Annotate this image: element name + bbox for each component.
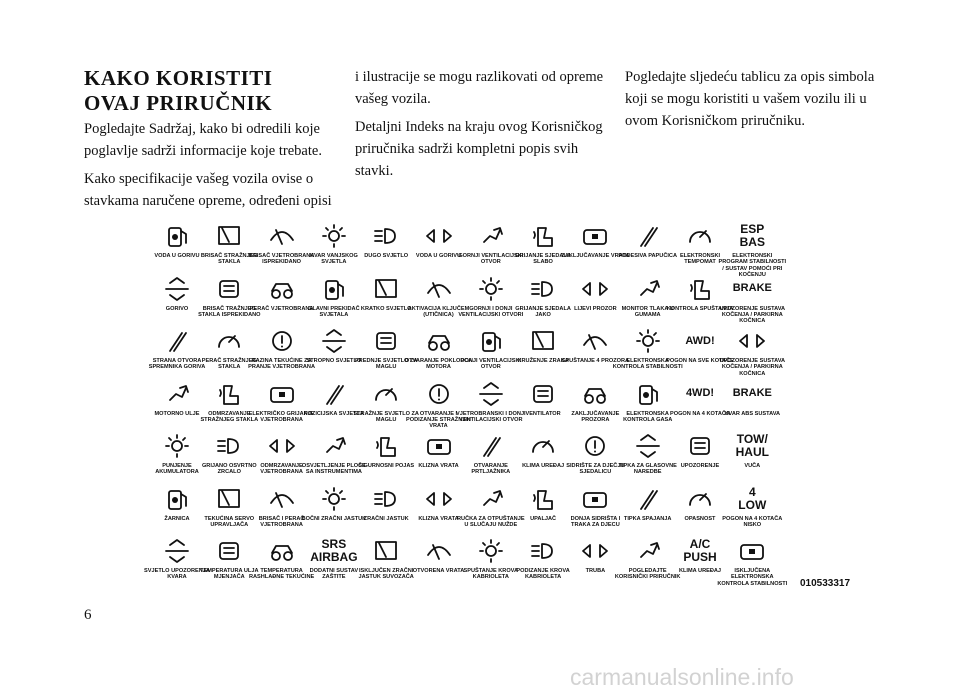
- symbol-cell: [457, 485, 525, 545]
- symbol-label: ELEKTRIČKO GRIJANJE VJETROBRANA: [248, 410, 315, 423]
- symbol-label: SPUŠTANJE 4 PROZORA: [561, 358, 630, 364]
- symbol-cell: [464, 432, 518, 492]
- symbol-cell: [407, 275, 470, 335]
- symbol-label: ŽARNICA: [164, 515, 190, 522]
- symbol-cell: [516, 222, 570, 282]
- symbol-label: UPALJAČ: [530, 515, 557, 522]
- symbol-label: ELEKTRONSKI TEMPOMAT: [679, 253, 721, 266]
- symbol-label: BRISAČ TRAŽNJEG STAKLA ISPREKIDANO: [198, 305, 261, 318]
- symbol-cell: [516, 485, 570, 545]
- symbol-cell: [359, 432, 413, 492]
- symbol-cell: [301, 485, 367, 545]
- symbol-cell: [301, 432, 366, 492]
- symbol-cell: [359, 485, 413, 545]
- symbol-label: GORNJI I DONJI VENTILACIJSKI OTVORI: [458, 305, 524, 318]
- symbol-cell: [248, 327, 315, 387]
- symbol-cell: [673, 485, 727, 545]
- symbol-label: GLAVNI PREKIDAČ SVJETALA: [308, 305, 360, 318]
- symbol-label: PODESIVA PAPUČICA: [618, 253, 677, 259]
- symbol-label: BRISAČ VJETROBRANA ISPREKIDANO: [248, 253, 315, 266]
- symbol-label: KLIMA UREĐAJ: [522, 463, 565, 469]
- symbol-label: ELEKTRONSKA KONTROLA STABILNOSTI: [612, 358, 683, 371]
- symbol-cell: [618, 222, 677, 282]
- symbol-label: PREDNJE SVJETLO ZA MAGLU: [354, 358, 418, 371]
- symbol-cell: [719, 327, 786, 387]
- symbol-label: DONJA SIDRIŠTA I TRAKA ZA DJECU: [570, 515, 621, 528]
- symbol-cell: [460, 327, 522, 387]
- symbol-cell: [198, 275, 261, 335]
- tow-haul-icon: TOW/ HAUL: [735, 432, 769, 459]
- symbol-cell: [200, 537, 259, 597]
- symbol-cell: [412, 222, 466, 282]
- symbol-cell: [516, 537, 570, 597]
- symbol-label: POGLEDAJTE KORISNIČKI PRIRUČNIK: [614, 568, 681, 581]
- symbol-label: KRUŽENJE ZRAKA: [517, 358, 569, 364]
- symbol-cell: [516, 275, 570, 335]
- symbol-label: ODMRZAVANJE STRAŽNJEG STAKLA: [200, 410, 259, 423]
- abs-fault-icon: BRAKE: [732, 387, 772, 399]
- symbol-label: GRIJANJE SJEDALA JAKO: [515, 305, 571, 318]
- symbol-cell: [719, 275, 786, 335]
- symbol-label: TRUBA: [585, 568, 606, 574]
- symbol-cell: [412, 485, 466, 545]
- symbol-cell: [621, 275, 675, 335]
- paragraph-2: Kako specifikacije vašeg vozila ovise o stavkama naručene opreme, određeni opisi: [84, 171, 332, 209]
- symbol-cell: [200, 380, 259, 440]
- symbol-label: SIDRIŠTE ZA DJEČJU SJEDALICU: [566, 463, 625, 476]
- symbol-cell: [621, 380, 675, 440]
- symbol-cell: [248, 537, 315, 597]
- symbol-label: KRATKO SVJETLO: [360, 305, 412, 312]
- symbol-label: VUČA: [744, 463, 761, 469]
- page-heading: KAKO KORISTITI OVAJ PRIRUČNIK: [84, 66, 273, 115]
- symbol-cell: [670, 380, 730, 440]
- symbol-label: OTVARANJE POKLOPCA MOTORA: [404, 358, 473, 371]
- watermark: carmanualsonline.info: [570, 664, 794, 690]
- symbol-cell: [568, 380, 622, 440]
- symbol-label: UPOZORENJE SUSTAVA KOČENJA / PARKIRNA KOČNICA: [719, 305, 786, 325]
- symbol-cell: [722, 484, 783, 545]
- symbol-cell: [202, 432, 256, 492]
- symbol-cell: [307, 327, 361, 387]
- symbol-cell: [718, 222, 787, 282]
- symbol-cell: [307, 275, 361, 335]
- symbol-label: OTVORENA VRATA: [412, 568, 465, 574]
- symbol-label: KLIZNA VRATA: [418, 515, 459, 522]
- symbol-cell: [725, 432, 779, 492]
- symbol-cell: [150, 327, 204, 387]
- symbol-label: OPASNOST: [684, 515, 716, 522]
- awd-icon: AWD!: [685, 334, 715, 347]
- symbol-cell: [144, 537, 210, 597]
- symbol-label: GORNJI VENTILACIJSKI OTVOR: [458, 253, 524, 266]
- symbol-cell: [673, 537, 727, 597]
- symbol-cell: [568, 485, 622, 545]
- symbol-label: PUNJENJE AKUMULATORA: [155, 463, 199, 476]
- symbol-label: STRAŽNJE SVJETLO ZA MAGLU: [353, 410, 419, 423]
- symbol-label: POGON NA 4 KOTAČA: [670, 410, 730, 417]
- symbol-cell: [516, 327, 570, 387]
- symbol-label: STRANA OTVORA SPREMNIKA GORIVA: [148, 358, 206, 371]
- symbol-cell: [404, 327, 473, 387]
- text-column-3: [625, 66, 875, 138]
- symbol-label: ELEKTRONSKI PROGRAM STABILNOSTI / SUSTAV POMOĆI PRI KOČENJU: [718, 253, 787, 279]
- symbol-label: DUGO SVJETLO: [364, 253, 409, 259]
- symbol-label: KLIMA UREĐAJ: [678, 568, 722, 574]
- page-number: 6: [84, 607, 92, 623]
- symbol-label: UPOZORENJE: [680, 463, 720, 469]
- symbol-label: OTVARANJE I PODIZANJE STRAŽNJIH VRATA: [406, 410, 471, 430]
- symbol-cell: [666, 327, 734, 387]
- symbol-cell: [561, 327, 630, 387]
- symbol-label: SIGURNOSNI POJAS: [358, 463, 415, 469]
- 4wd-icon: 4WD!: [685, 387, 715, 399]
- symbol-cell: [150, 275, 204, 335]
- symbol-label: ZAKLJUČAVANJE PROZORA: [571, 410, 620, 423]
- symbol-cell: [150, 432, 204, 492]
- symbol-cell: [150, 485, 204, 545]
- symbol-label: ISKLJUČEN ZRAČNI JASTUK SUVOZAČA: [358, 568, 414, 581]
- symbol-label: ELEKTRONSKA KONTROLA GASA: [623, 410, 673, 423]
- symbol-label: DODATNI SUSTAV ZAŠTITE: [309, 568, 359, 581]
- symbol-cell: [568, 537, 622, 597]
- symbol-cell: [303, 380, 364, 440]
- brake-warning-icon: BRAKE: [732, 282, 772, 294]
- symbol-cell: [359, 537, 413, 597]
- symbol-label: PERAČ STRAŽNJEG STAKLA: [201, 358, 257, 371]
- symbol-cell: [568, 275, 622, 335]
- paragraph-3: i ilustracije se mogu razlikovati od opreme vašeg vozila.: [355, 69, 604, 107]
- symbol-cell: [307, 222, 361, 282]
- symbol-label: RAZINA TEKUĆINE ZA PRANJE VJETROBRANA: [248, 358, 315, 371]
- symbol-cell: [516, 380, 570, 440]
- symbol-label: KVAR VANJSKOG SVJETLA: [309, 253, 358, 266]
- paragraph-4: Detaljni Indeks na kraju ovog Korisničkog priručnika sadrži kompletni popis svih stavki.: [355, 119, 603, 179]
- symbol-label: VODA U GORIVU: [154, 253, 200, 259]
- symbol-cell: [621, 485, 675, 545]
- symbol-cell: [725, 380, 779, 440]
- paragraph-5: Pogledajte sljedeću tablicu za opis simbola koji se mogu koristiti u vašem vozilu ili u ovom Korisničkom priručniku.: [625, 69, 875, 129]
- text-column-2: [355, 66, 605, 188]
- 4-low-icon: 4 LOW: [738, 484, 767, 512]
- text-column-1: [84, 118, 344, 218]
- symbol-cell: [673, 432, 727, 492]
- symbol-cell: [458, 222, 524, 282]
- symbol-label: TEKUĆINA SERVO UPRAVLJAČA: [204, 515, 255, 528]
- ac-push-icon: A/C PUSH: [683, 537, 717, 564]
- symbol-label: AKTIVACIJA KLJUČEM (UTIČNICA): [407, 305, 470, 318]
- symbol-label: TEMPERATURA RASHLAĐNE TEKUĆINE: [248, 568, 315, 581]
- symbol-label: OTVARANJE PRTLJAŽNIKA: [471, 463, 511, 476]
- symbol-cell: [464, 537, 518, 597]
- symbol-cell: [202, 222, 256, 282]
- symbol-cell: [612, 327, 683, 387]
- symbol-cell: [359, 275, 413, 335]
- symbol-cell: [249, 275, 314, 335]
- symbol-label: ZAKLJUČAVANJE VRATA: [561, 253, 630, 259]
- symbol-cell: [666, 275, 734, 335]
- symbol-label: POGON NA SVE KOTAČE: [666, 358, 734, 364]
- symbol-label: SPUŠTANJE KROVA KABRIOLETA: [463, 568, 519, 581]
- symbol-cell: [455, 380, 526, 440]
- symbol-cell: [353, 380, 419, 440]
- symbol-cell: [614, 537, 681, 597]
- symbol-cell: [412, 432, 466, 492]
- symbol-cell: [561, 222, 630, 282]
- symbol-label: VODA U GORIVU: [415, 253, 462, 259]
- symbol-cell: [354, 327, 418, 387]
- symbol-label: KONTROLA SPUŠTANJA: [666, 305, 734, 312]
- symbol-label: VJETROBRANSKI I DONJI VENTILACIJSKI OTVOR: [455, 410, 526, 423]
- symbol-label: GRIJANO OSVRTNO ZRCALO: [201, 463, 257, 476]
- symbol-label: SVJETLO UPOZORENJA KVARA: [144, 568, 210, 581]
- symbol-cell: [516, 432, 570, 492]
- symbol-label: GRIJANJE SJEDALA SLABO: [515, 253, 571, 266]
- symbol-label: TIPKA ZA GLASOVNE NAREDBE: [618, 463, 677, 476]
- symbol-table: [144, 222, 850, 594]
- esp-bas-icon: ESP BAS: [739, 222, 765, 249]
- symbol-label: TIPKA SPAJANJA: [623, 515, 672, 522]
- symbol-label: BOČNI ZRAČNI JASTUK: [301, 515, 367, 522]
- symbol-label: VENTILATOR: [525, 410, 561, 417]
- symbol-label: STROPNO SVJETLO: [306, 358, 362, 364]
- symbol-cell: [566, 432, 625, 492]
- symbol-cell: [717, 537, 788, 597]
- symbol-label: PERAČ VJETROBRANA: [249, 305, 314, 312]
- symbol-label: RUČKA ZA OTPUŠTANJE U SLUČAJU NUŽDE: [457, 515, 525, 528]
- symbol-label: POGON NA 4 KOTAČA NISKO: [722, 515, 783, 528]
- symbol-label: BRISAČ STRAŽNJEG STAKLA: [200, 253, 258, 266]
- symbol-label: KLIZNA VRATA: [418, 463, 459, 469]
- symbol-label: OSVJETLJENJE PLOČE SA INSTRUMENTIMA: [301, 463, 366, 476]
- symbol-cell: [202, 485, 256, 545]
- symbol-label: BRISAČ I PERAČ VJETROBRANA: [258, 515, 305, 528]
- symbol-label: KVAR ABS SUSTAVA: [724, 410, 781, 417]
- symbol-cell: [458, 275, 524, 335]
- symbol-cell: [202, 327, 256, 387]
- symbol-label: GORIVO: [165, 305, 189, 312]
- symbol-cell: [412, 537, 466, 597]
- symbol-cell: [406, 380, 471, 440]
- symbol-cell: [150, 222, 204, 282]
- symbol-label: DONJI VENTILACIJSKI OTVOR: [460, 358, 522, 371]
- symbol-label: POZICIJSKA SVJETLA: [303, 410, 364, 417]
- figure-code: 010533317: [800, 578, 851, 589]
- symbol-cell: [618, 432, 677, 492]
- symbol-label: LIJEVI PROZOR: [574, 305, 617, 312]
- symbol-label: TEMPERATURA ULJA MJENJAČA: [200, 568, 259, 581]
- symbol-label: ISKLJUČENA ELEKTRONSKA KONTROLA STABILNOSTI: [717, 568, 788, 587]
- srs-airbag-icon: SRS AIRBAG: [310, 537, 358, 564]
- symbol-label: UPOZORENJE SUSTAVA KOČENJA / PARKIRNA KOČNICA: [719, 358, 786, 377]
- symbol-cell: [255, 485, 309, 545]
- symbol-cell: [307, 537, 361, 597]
- symbol-cell: [359, 222, 413, 282]
- symbol-label: MOTORNO ULJE: [154, 410, 200, 417]
- symbol-cell: [150, 380, 204, 440]
- symbol-cell: [248, 380, 315, 440]
- symbol-label: PODIZANJE KROVA KABRIOLETA: [516, 568, 570, 581]
- symbol-label: MONITOR TLAKA U GUMAMA: [621, 305, 674, 318]
- symbol-label: ZRAČNI JASTUK: [363, 515, 409, 522]
- paragraph-1: Pogledajte Sadržaj, kako bi odredili koje poglavlje sadrži informacije koje trebate.: [84, 121, 322, 159]
- symbol-cell: [255, 432, 309, 492]
- symbol-cell: [248, 222, 315, 282]
- symbol-label: ODMRZAVANJE VJETROBRANA: [260, 463, 303, 476]
